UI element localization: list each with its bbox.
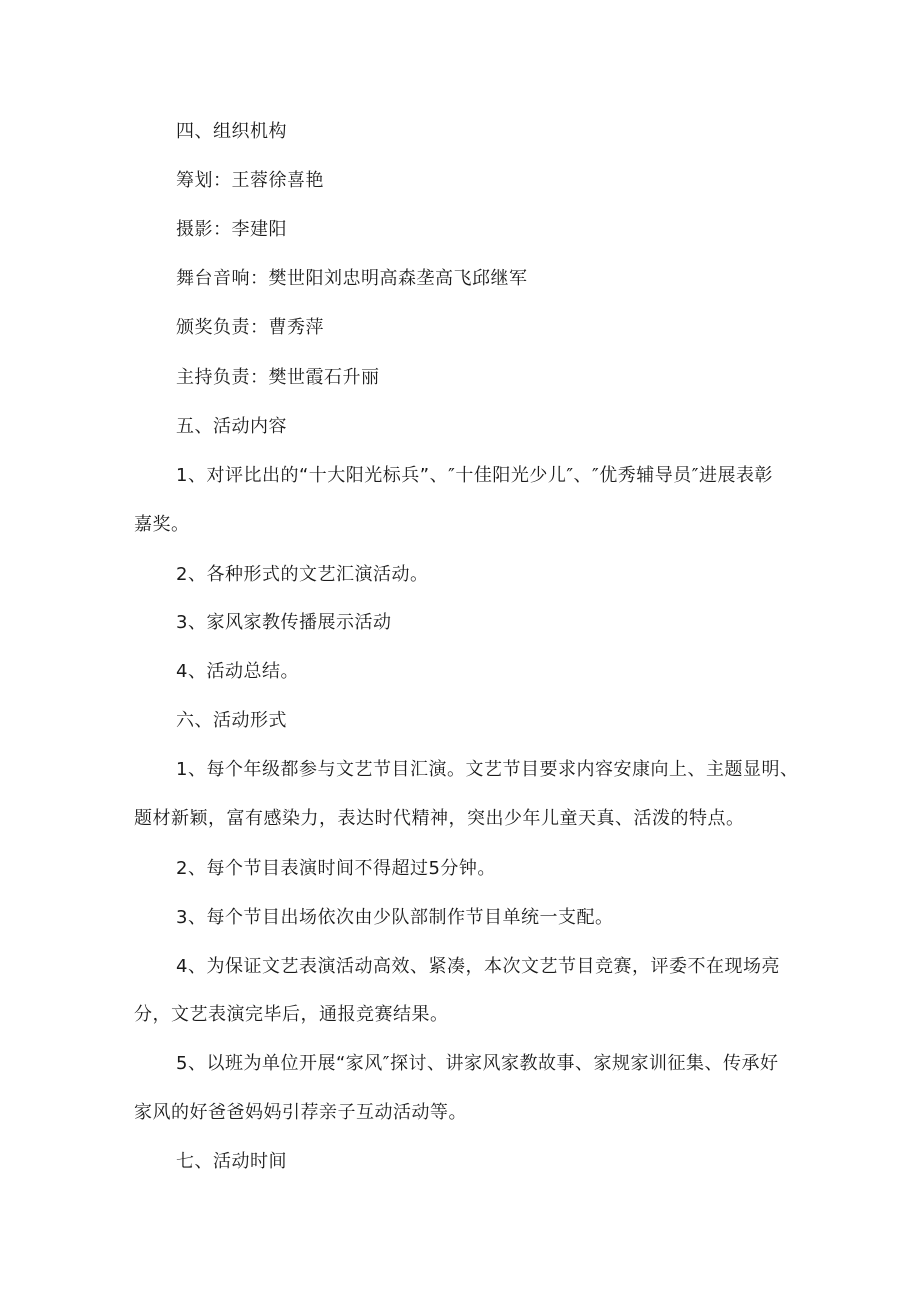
format-item-5-line-1: 5、以班为单位开展“家风″探讨、讲家风家教故事、家规家训征集、传承好	[176, 1053, 779, 1074]
format-item-1-line-1: 1、每个年级都参与文艺节目汇演。文艺节目要求内容安康向上、主题显明、	[176, 759, 799, 780]
section-heading-content: 五、活动内容	[176, 416, 287, 437]
format-item-5-line-2: 家风的好爸爸妈妈引荐亲子互动活动等。	[134, 1102, 467, 1123]
organization-awards: 颁奖负责：曹秀萍	[176, 317, 324, 338]
organization-photography: 摄影：李建阳	[176, 219, 287, 240]
section-heading-organization: 四、组织机构	[176, 121, 287, 142]
content-item-2: 2、各种形式的文艺汇演活动。	[176, 564, 429, 585]
section-heading-time: 七、活动时间	[176, 1151, 287, 1172]
format-item-2: 2、每个节目表演时间不得超过5分钟。	[176, 858, 496, 879]
format-item-4-line-2: 分，文艺表演完毕后，通报竞赛结果。	[134, 1004, 449, 1025]
section-heading-format: 六、活动形式	[176, 710, 287, 731]
content-item-1-line-1: 1、对评比出的“十大阳光标兵”、″十佳阳光少儿″、″优秀辅导员″进展表彰	[176, 465, 773, 486]
format-item-4-line-1: 4、为保证文艺表演活动高效、紧凑，本次文艺节目竞赛，评委不在现场亮	[176, 956, 780, 977]
content-item-3: 3、家风家教传播展示活动	[176, 612, 392, 633]
format-item-1-line-2: 题材新颖，富有感染力，表达时代精神，突出少年儿童天真、活泼的特点。	[134, 808, 745, 829]
organization-host: 主持负责：樊世霞石升丽	[176, 367, 380, 388]
format-item-3: 3、每个节目出场依次由少队部制作节目单统一支配。	[176, 907, 614, 928]
organization-planning: 筹划：王蓉徐喜艳	[176, 170, 324, 191]
content-item-1-line-2: 嘉奖。	[134, 514, 190, 535]
organization-stage-audio: 舞台音响：樊世阳刘忠明高森垄高飞邱继军	[176, 268, 528, 289]
content-item-4: 4、活动总结。	[176, 661, 299, 682]
